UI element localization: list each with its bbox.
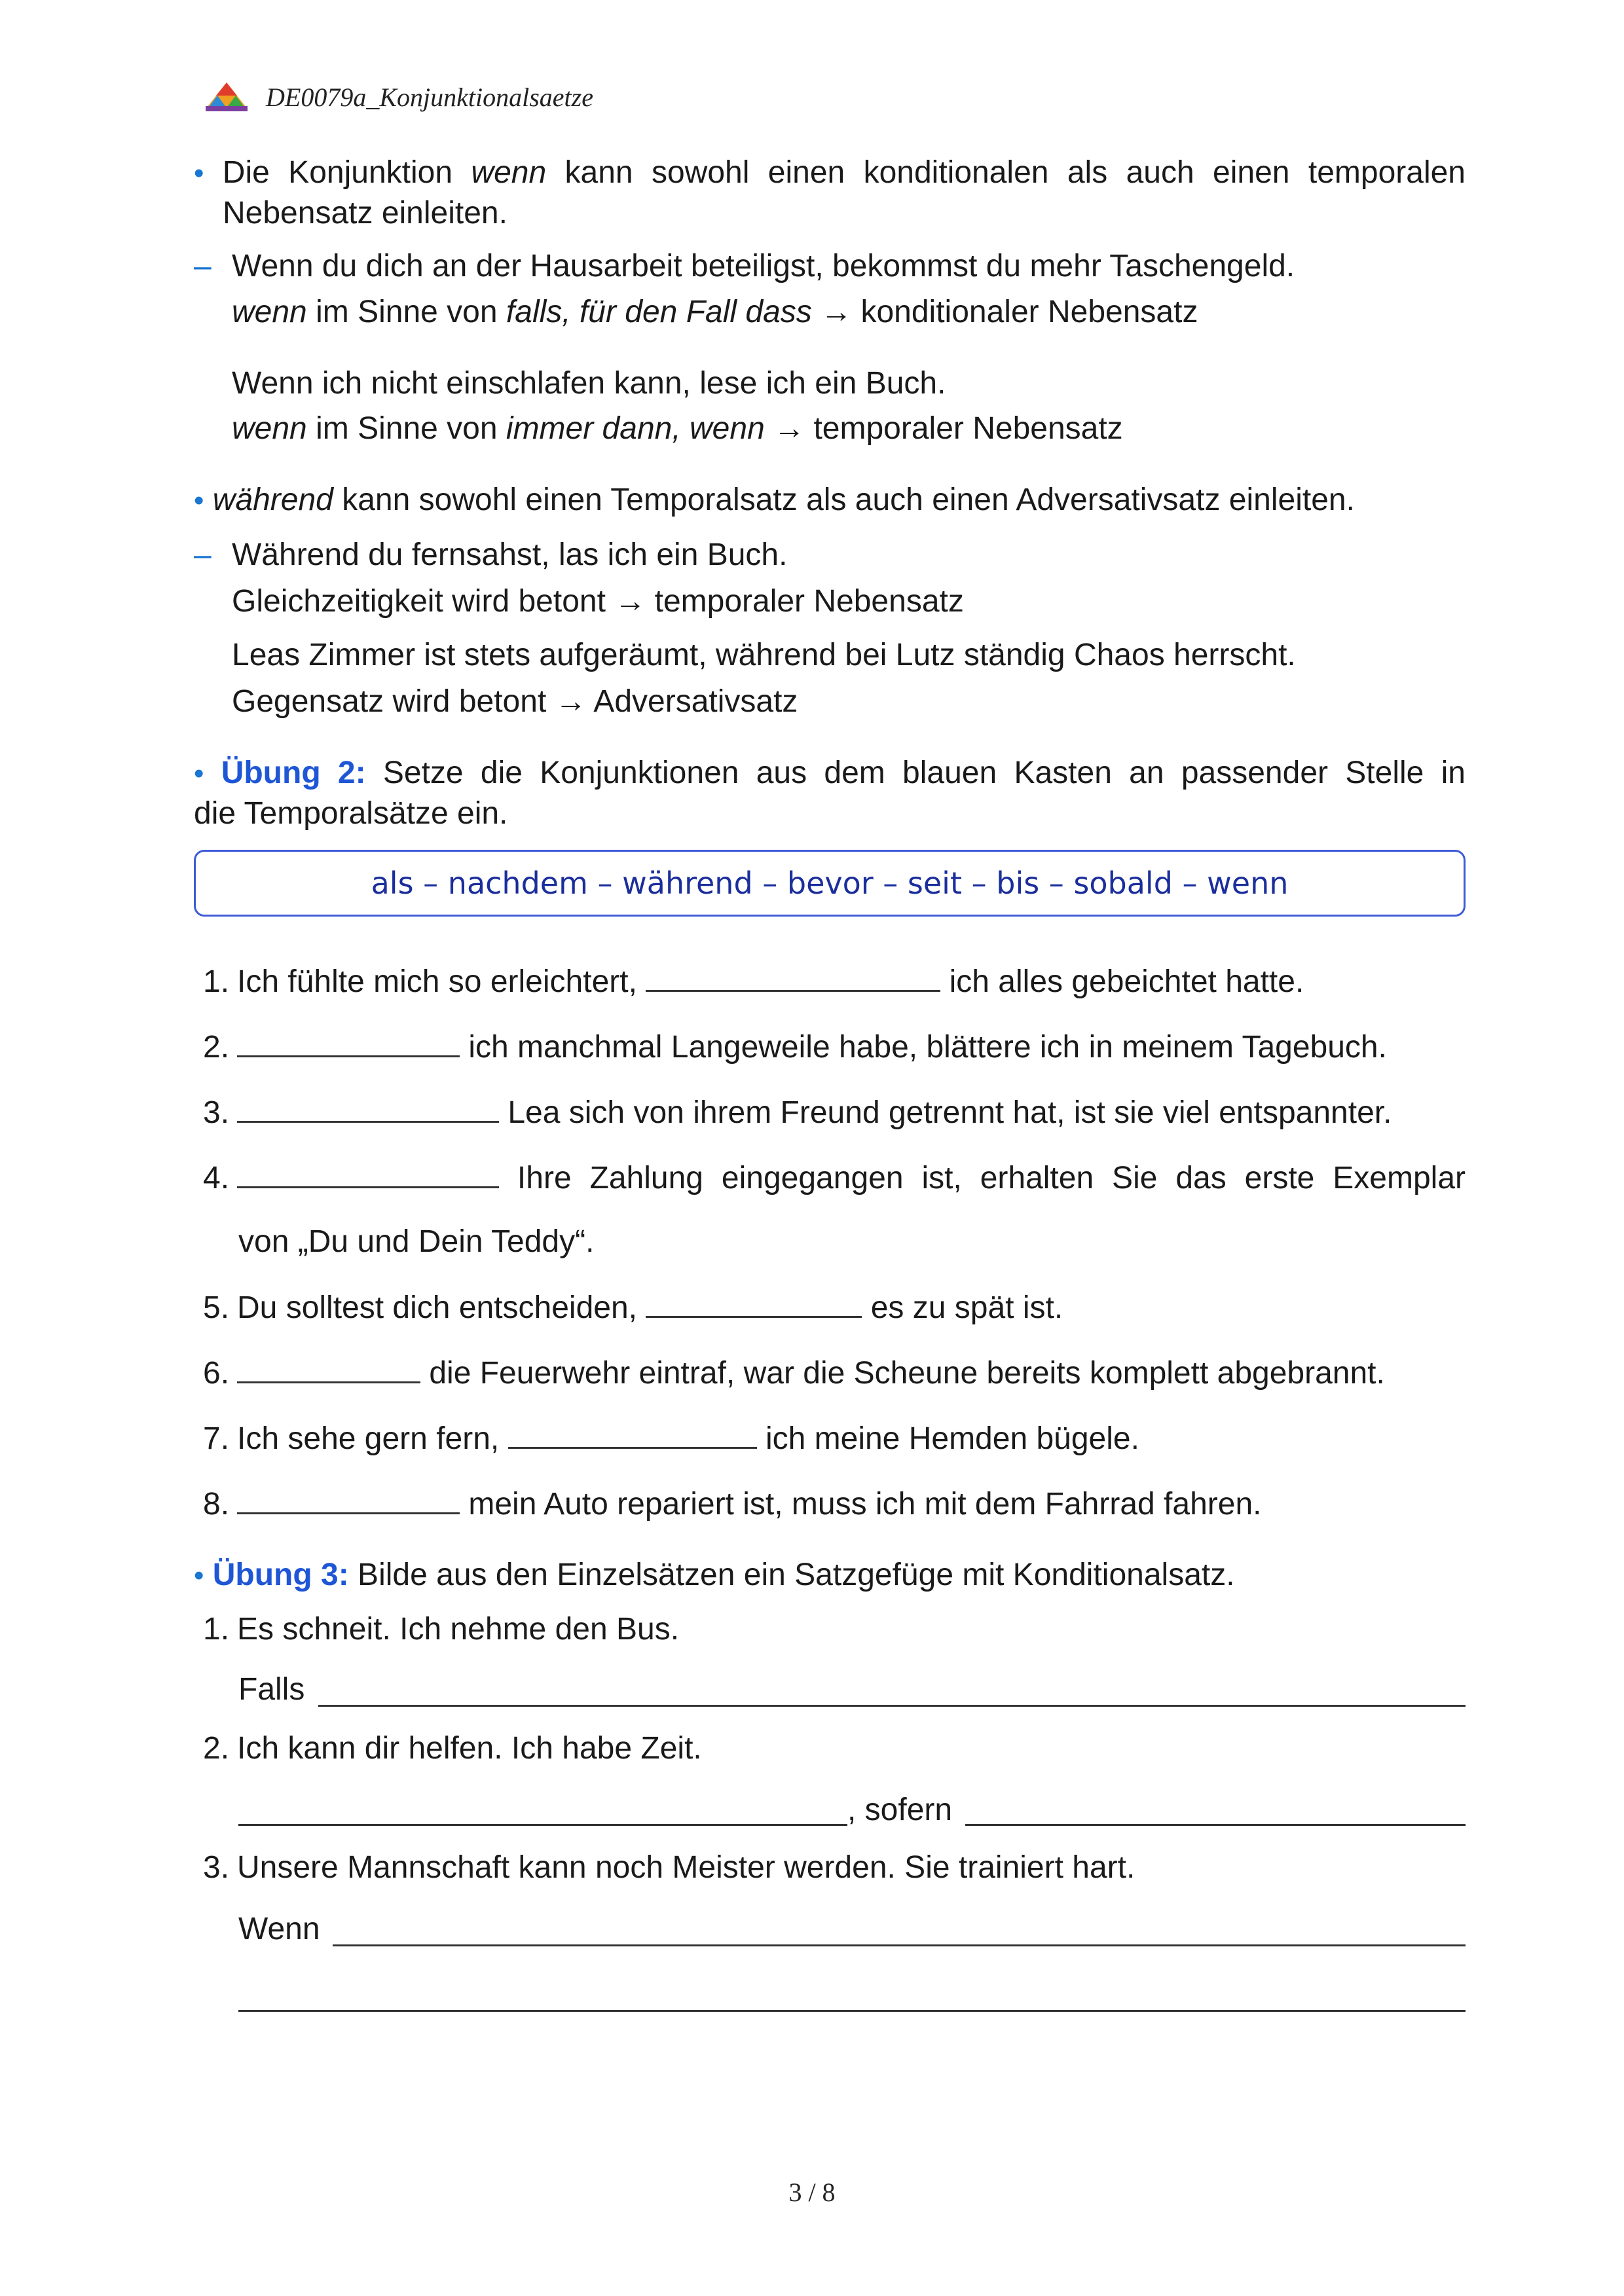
uebung3-item-3-starter: Wenn (238, 1912, 320, 1946)
uebung2-item-8: 8. mein Auto repariert ist, muss ich mit dem Fahrrad fahren. (203, 1484, 1261, 1525)
uebung2-label: Übung 2: (221, 756, 366, 790)
conjunction-box (194, 850, 1466, 917)
pyramid-logo-icon (203, 81, 250, 113)
uebung2-item-4: 4. Ihre Zahlung eingegangen ist, erhalten Sie das erste Exemplar (203, 1157, 1466, 1199)
answer-blank[interactable] (646, 961, 940, 992)
answer-blank[interactable] (237, 1157, 499, 1188)
dash-icon: – (194, 249, 212, 283)
uebung3-task: • Übung 3: Bilde aus den Einzelsätzen ein Satzgefüge mit Konditionalsatz. (194, 1558, 1235, 1592)
wenn-intro: • Die Konjunktion wenn kann sowohl einen konditionalen als auch einen temporalen (194, 155, 1466, 190)
answer-blank[interactable] (237, 1484, 460, 1514)
waehrend-intro: • während kann sowohl einen Temporalsatz als auch einen Adversativsatz einleiten. (194, 483, 1355, 517)
page-number: 3 / 8 (788, 2178, 836, 2207)
wenn-intro-line2: Nebensatz einleiten. (223, 196, 507, 230)
answer-blank[interactable] (237, 1353, 420, 1383)
answer-line[interactable] (318, 1705, 1466, 1707)
wenn-example-1-explanation: wenn im Sinne von falls, für den Fall dass → konditionaler Nebensatz (232, 295, 1198, 329)
uebung3-item-1: 1. Es schneit. Ich nehme den Bus. (203, 1612, 680, 1647)
answer-blank[interactable] (237, 1092, 499, 1123)
uebung2-task: • Übung 2: Setze die Konjunktionen aus dem blauen Kasten an passender Stelle in (194, 756, 1466, 790)
bullet-icon: • (194, 484, 204, 517)
uebung2-item-6: 6. die Feuerwehr eintraf, war die Scheune bereits komplett abgebrannt. (203, 1353, 1385, 1394)
uebung3-label: Übung 3: (212, 1558, 349, 1592)
answer-line[interactable] (238, 1824, 847, 1826)
uebung2-item-3: 3. Lea sich von ihrem Freund getrennt hat, ist sie viel entspannter. (203, 1092, 1392, 1133)
waehrend-example-1-explanation: Gleichzeitigkeit wird betont → temporaler Nebensatz (232, 584, 964, 619)
wenn-example-2-explanation: wenn im Sinne von immer dann, wenn → temporaler Nebensatz (232, 411, 1123, 446)
answer-line[interactable] (965, 1824, 1466, 1826)
uebung3-item-2-middle: , sofern (847, 1793, 953, 1827)
uebung2-item-7: 7. Ich sehe gern fern, ich meine Hemden bügele. (203, 1418, 1139, 1459)
uebung2-item-1: 1. Ich fühlte mich so erleichtert, ich alles gebeichtet hatte. (203, 961, 1304, 1002)
wenn-example-2: Wenn ich nicht einschlafen kann, lese ich ein Buch. (232, 366, 946, 401)
answer-blank[interactable] (646, 1287, 862, 1318)
uebung3-item-2: 2. Ich kann dir helfen. Ich habe Zeit. (203, 1731, 702, 1766)
uebung2-item-2: 2. ich manchmal Langeweile habe, blättere ich in meinem Tagebuch. (203, 1027, 1387, 1068)
bullet-icon: • (194, 757, 204, 790)
wenn-example-1: – Wenn du dich an der Hausarbeit beteiligst, bekommst du mehr Taschengeld. (194, 246, 1295, 287)
uebung2-item-4-cont: von „Du und Dein Teddy“. (238, 1224, 595, 1259)
uebung3-item-1-starter: Falls (238, 1672, 305, 1707)
document-title: DE0079a_Konjunktionalsaetze (266, 82, 593, 112)
conjunction-words: als – nachdem – während – bevor – seit – bis – sobald – wenn (371, 866, 1289, 901)
bullet-icon: • (194, 157, 204, 189)
page-header (203, 77, 593, 117)
answer-line[interactable] (238, 2010, 1466, 2012)
waehrend-example-2-explanation: Gegensatz wird betont → Adversativsatz (232, 684, 798, 719)
uebung3-item-3: 3. Unsere Mannschaft kann noch Meister werden. Sie trainiert hart. (203, 1850, 1135, 1885)
uebung2-task-line2: die Temporalsätze ein. (194, 796, 508, 831)
answer-blank[interactable] (508, 1418, 757, 1449)
dash-icon: – (194, 538, 212, 572)
answer-line[interactable] (333, 1944, 1466, 1946)
uebung2-item-5: 5. Du solltest dich entscheiden, es zu spät ist. (203, 1287, 1063, 1328)
waehrend-example-1: – Während du fernsahst, las ich ein Buch. (194, 535, 787, 575)
answer-blank[interactable] (237, 1027, 460, 1057)
bullet-icon: • (194, 1559, 204, 1592)
waehrend-example-2: Leas Zimmer ist stets aufgeräumt, während bei Lutz ständig Chaos herrscht. (232, 638, 1296, 672)
